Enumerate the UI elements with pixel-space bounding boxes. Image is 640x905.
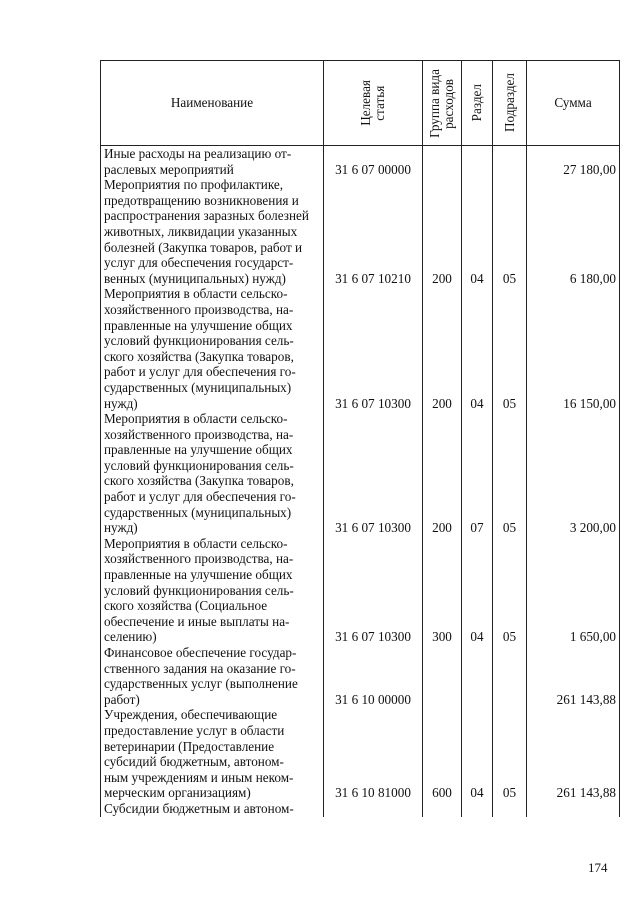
cell-sum: 6 180,00 — [527, 177, 620, 286]
cell-sum: 3 200,00 — [527, 411, 620, 536]
cell-sum: 261 143,88 — [527, 707, 620, 801]
header-section: Раздел — [462, 61, 493, 146]
header-subsection: Подраздел — [493, 61, 527, 146]
cell-target — [324, 801, 423, 817]
cell-group: 600 — [423, 707, 462, 801]
cell-group — [423, 645, 462, 707]
header-target: Целевая статья — [324, 61, 423, 146]
table-row — [101, 801, 620, 817]
cell-sum: 1 650,00 — [527, 536, 620, 645]
cell-section: 04 — [462, 536, 493, 645]
cell-section: 04 — [462, 177, 493, 286]
cell-sum: 16 150,00 — [527, 286, 620, 411]
cell-subsection: 05 — [493, 411, 527, 536]
cell-subsection: 05 — [493, 286, 527, 411]
cell-name: Финансовое обеспечение государ- ственного задания на оказание го- сударственных услуг (выполнение работ) — [101, 645, 324, 707]
cell-group — [423, 801, 462, 817]
header-sum: Сумма — [527, 61, 620, 146]
table-row — [101, 177, 620, 286]
cell-subsection — [493, 146, 527, 178]
cell-target: 31 6 07 10300 — [324, 286, 423, 411]
cell-section: 07 — [462, 411, 493, 536]
cell-sum — [527, 801, 620, 817]
page-number: 174 — [588, 860, 608, 875]
cell-target: 31 6 10 00000 — [324, 645, 423, 707]
cell-name: Мероприятия в области сельско- хозяйственного производства, на- правленные на улучшение общих условий функционирования сель- ского хозяйства (Социальное обеспечение и иные выплаты на- селению) — [101, 536, 324, 645]
cell-subsection — [493, 645, 527, 707]
cell-name: Мероприятия по профилактике, предотвращению возникновения и распространения заразных болезней животных, ликвидации указанных болезней (Закупка товаров, работ и услуг для обеспечения государст- венных (муниципальных) нужд) — [101, 177, 324, 286]
cell-subsection: 05 — [493, 177, 527, 286]
header-name: Наименование — [101, 61, 324, 146]
cell-group — [423, 146, 462, 178]
cell-target: 31 6 07 00000 — [324, 146, 423, 178]
table-row — [101, 146, 620, 178]
cell-target: 31 6 07 10210 — [324, 177, 423, 286]
cell-section — [462, 801, 493, 817]
cell-sum: 261 143,88 — [527, 645, 620, 707]
cell-section — [462, 645, 493, 707]
cell-group: 300 — [423, 536, 462, 645]
cell-sum: 27 180,00 — [527, 146, 620, 178]
cell-name: Мероприятия в области сельско- хозяйственного производства, на- правленные на улучшение общих условий функционирования сель- ского хозяйства (Закупка товаров, работ и услуг для обеспечения го- сударственных (муниципальных) нужд) — [101, 286, 324, 411]
cell-group: 200 — [423, 286, 462, 411]
cell-section: 04 — [462, 286, 493, 411]
header-group: Группа вида расходов — [423, 61, 462, 146]
cell-subsection: 05 — [493, 707, 527, 801]
cell-group: 200 — [423, 177, 462, 286]
table-row — [101, 536, 620, 645]
cell-group: 200 — [423, 411, 462, 536]
cell-target: 31 6 07 10300 — [324, 536, 423, 645]
cell-name: Иные расходы на реализацию от- раслевых мероприятий — [101, 146, 324, 178]
cell-subsection — [493, 801, 527, 817]
cell-section — [462, 146, 493, 178]
table-row — [101, 286, 620, 411]
cell-target: 31 6 10 81000 — [324, 707, 423, 801]
table-row — [101, 707, 620, 801]
cell-section: 04 — [462, 707, 493, 801]
budget-table — [100, 60, 620, 817]
header-row — [101, 61, 620, 146]
cell-name: Учреждения, обеспечивающие предоставление услуг в области ветеринарии (Предоставление субсидий бюджетным, автоном- ным учреждениям и иным неком- мерческим организациям) — [101, 707, 324, 801]
cell-subsection: 05 — [493, 536, 527, 645]
table-row — [101, 645, 620, 707]
table-row — [101, 411, 620, 536]
cell-target: 31 6 07 10300 — [324, 411, 423, 536]
cell-name: Мероприятия в области сельско- хозяйственного производства, на- правленные на улучшение общих условий функционирования сель- ского хозяйства (Закупка товаров, работ и услуг для обеспечения го- сударственных (муниципальных) нужд) — [101, 411, 324, 536]
cell-name: Субсидии бюджетным и автоном- — [101, 801, 324, 817]
